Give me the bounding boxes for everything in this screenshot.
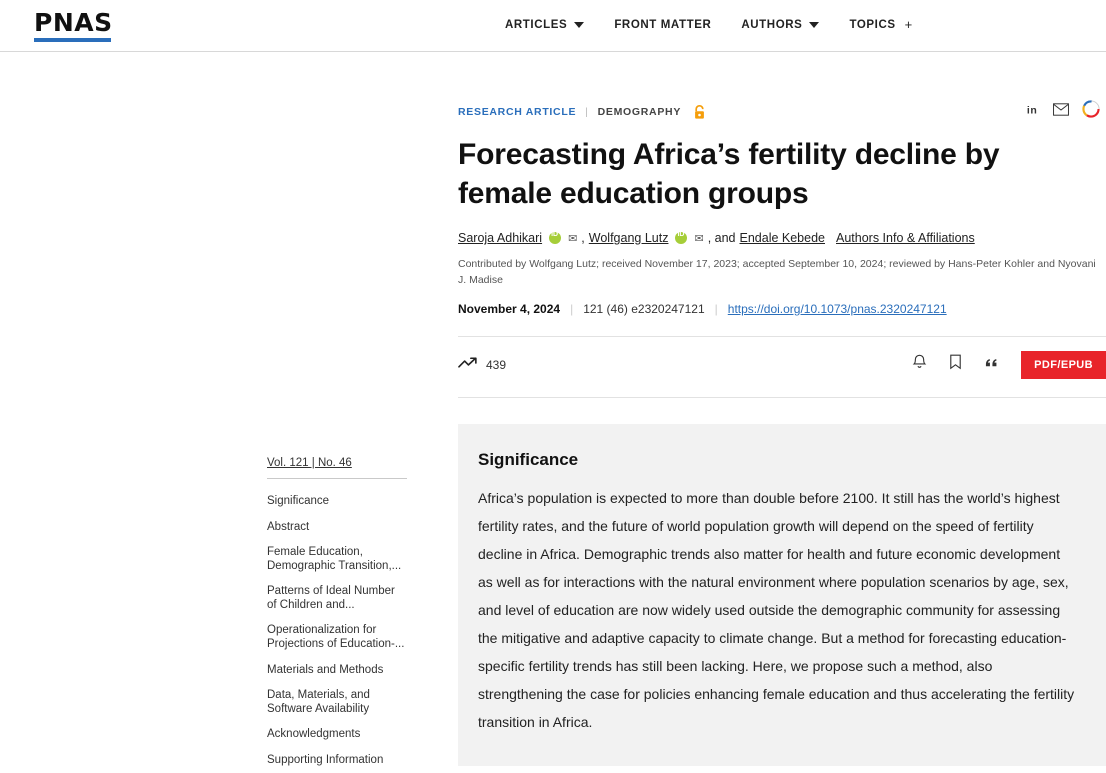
article-content — [458, 52, 1106, 766]
bookmark-icon[interactable] — [949, 354, 962, 375]
quote-icon[interactable] — [984, 356, 999, 374]
nav-item-articles-label: ARTICLES — [505, 18, 568, 31]
article-tools — [912, 351, 1106, 379]
pub-divider-2: | — [714, 301, 718, 316]
share-icon-group — [1026, 100, 1100, 121]
publication-date: November 4, 2024 — [458, 301, 561, 316]
toc-list — [267, 489, 407, 773]
nav-item-articles[interactable] — [505, 19, 584, 31]
meta-separator: | — [585, 105, 589, 118]
linkedin-icon[interactable] — [1026, 102, 1040, 119]
svg-text:in: in — [1026, 104, 1038, 117]
alert-bell-icon[interactable] — [912, 354, 927, 375]
trending-up-icon — [458, 357, 477, 372]
main-navigation — [505, 17, 913, 32]
significance-heading: Significance — [478, 449, 579, 469]
author-separator-1: , — [581, 231, 585, 245]
article-type-label[interactable]: RESEARCH ARTICLE — [458, 105, 577, 118]
pdf-epub-button[interactable]: PDF/EPUB — [1021, 351, 1106, 379]
orcid-icon[interactable] — [549, 232, 561, 244]
article-subject-label[interactable]: DEMOGRAPHY — [597, 105, 682, 118]
nav-item-authors-label: AUTHORS — [741, 18, 803, 31]
pub-divider-1: | — [570, 301, 574, 316]
nav-item-authors[interactable] — [741, 19, 819, 31]
article-meta-row — [458, 104, 1106, 119]
nav-item-topics-label: TOPICS — [849, 18, 896, 31]
plus-icon: + — [904, 17, 913, 32]
orcid-icon[interactable] — [675, 232, 687, 244]
nav-item-topics[interactable] — [849, 17, 912, 32]
chevron-down-icon — [574, 22, 584, 28]
publication-info-row — [458, 302, 1106, 316]
author-email-icon-2[interactable]: ✉ — [694, 232, 704, 245]
metrics-count[interactable] — [458, 357, 506, 372]
toc-item-abstract[interactable]: Abstract — [267, 520, 310, 533]
contributed-note: Contributed by Wolfgang Lutz; received November 17, 2023; accepted September 10, 2024; reviewed by Hans-Peter Kohler and Nyovani J. Madise — [458, 258, 1096, 287]
site-header — [0, 0, 1106, 52]
metrics-toolbar — [458, 336, 1106, 398]
toc-item-materials-and-methods[interactable]: Materials and Methods — [267, 663, 384, 676]
nav-item-front-matter-label: FRONT MATTER — [614, 18, 712, 31]
toc-item-operationalization[interactable]: Operationalization for Projections of Education-... — [267, 624, 405, 650]
toc-item-female-education[interactable]: Female Education, Demographic Transition,... — [267, 546, 402, 572]
author-separator-2: , and — [707, 231, 736, 245]
toc-item-significance[interactable]: Significance — [267, 495, 330, 507]
left-rail — [0, 52, 458, 766]
significance-panel — [458, 424, 1106, 766]
significance-body: Africa’s population is expected to more than double before 2100. It still has the world’s highest fertility rates, and the future of world population growth will depend on the speed of fertility decline in Africa. Demographic trends also matter for health and future economic development as well as for interactions with the natural environment where population scenarios by age, sex, and level of education are now widely used outside the demographic community for assessing the mitigative and adaptive capacity to climate change. But a method for forecasting education-specific fertility trends has still been lacking. Here, we propose such a method, also strengthening the case for policies enhancing female education and thus accelerating the fertility transition in Africa. — [478, 489, 1075, 730]
toc-item-supporting-information[interactable]: Supporting Information — [267, 753, 384, 766]
page-title: Forecasting Africa’s fertility decline by female education groups — [458, 138, 1000, 210]
citation-info: 121 (46) e2320247121 — [583, 301, 705, 316]
altmetric-icon[interactable] — [1082, 100, 1100, 121]
toc-item-acknowledgments[interactable]: Acknowledgments — [267, 728, 361, 741]
email-icon[interactable] — [1053, 103, 1069, 119]
toc-volume-link[interactable]: Vol. 121 | No. 46 — [267, 457, 407, 479]
authors-info-affiliations-link[interactable]: Authors Info & Affiliations — [836, 231, 975, 245]
doi-link[interactable]: https://doi.org/10.1073/pnas.2320247121 — [727, 301, 947, 316]
nav-item-front-matter[interactable] — [614, 19, 711, 31]
open-access-icon — [693, 104, 706, 119]
metrics-count-value: 439 — [486, 357, 507, 372]
author-name-1[interactable]: Saroja Adhikari — [458, 231, 543, 245]
toc-item-patterns-ideal-number[interactable]: Patterns of Ideal Number of Children and... — [267, 585, 395, 611]
page-body — [0, 52, 1106, 766]
pnas-logo-text: PNAS — [34, 7, 113, 37]
pnas-logo-underline — [34, 38, 111, 42]
author-email-icon-1[interactable]: ✉ — [568, 232, 578, 245]
author-list — [458, 231, 1106, 245]
author-name-2[interactable]: Wolfgang Lutz — [588, 231, 669, 245]
author-name-3[interactable]: Endale Kebede — [739, 231, 825, 245]
table-of-contents — [267, 457, 407, 773]
toc-item-data-materials-software[interactable]: Data, Materials, and Software Availability — [267, 689, 370, 715]
pnas-logo[interactable] — [34, 7, 113, 42]
chevron-down-icon — [809, 22, 819, 28]
